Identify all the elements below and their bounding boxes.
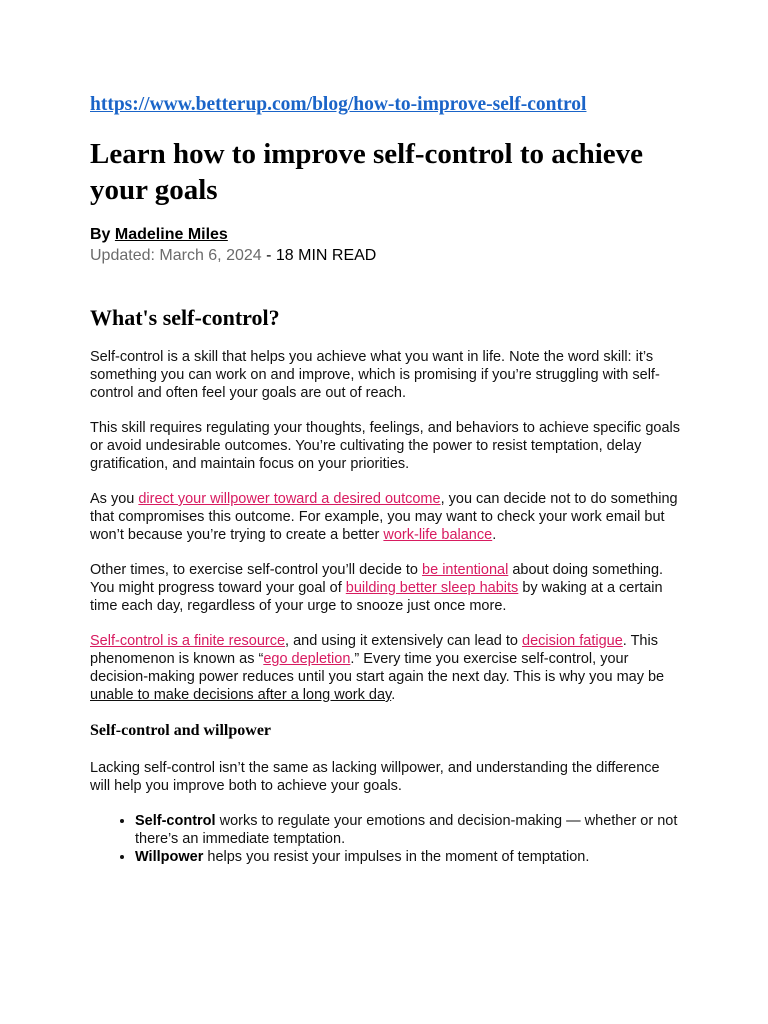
meta-separator: - (261, 247, 276, 264)
list-item-term: Self-control (135, 813, 216, 829)
paragraph-3-text-3: . (492, 527, 497, 543)
link-better-sleep-habits[interactable]: building better sleep habits (345, 580, 519, 596)
paragraph-5-text-3: .” Every time you exercise self-control, your decision-making power reduces until you start again the next day. This is why you may be (90, 651, 665, 685)
list-item (135, 848, 682, 866)
list-item-term: Willpower (135, 849, 204, 865)
link-work-life-balance[interactable]: work-life balance (383, 527, 493, 543)
link-be-intentional[interactable]: be intentional (422, 562, 509, 578)
list-item-text: works to regulate your emotions and decision-making — whether or not there’s an immediate temptation. (135, 813, 678, 847)
list-item (135, 812, 682, 848)
read-time: 18 MIN READ (275, 247, 377, 264)
paragraph-3-text-1: As you (90, 491, 139, 507)
paragraph-5-text-4: . (391, 687, 396, 703)
byline (90, 224, 682, 245)
link-unable-to-make-decisions[interactable]: unable to make decisions after a long work day (90, 687, 392, 703)
updated-date: Updated: March 6, 2024 (90, 247, 262, 264)
link-decision-fatigue[interactable]: decision fatigue (522, 633, 623, 649)
paragraph-3 (90, 490, 682, 544)
list-item-text: helps you resist your impulses in the moment of temptation. (203, 849, 590, 865)
author-link[interactable]: Madeline Miles (114, 226, 228, 243)
paragraph-4-text-2: about doing something. You might progress toward your goal of (90, 562, 664, 596)
link-ego-depletion[interactable]: ego depletion (263, 651, 351, 667)
article (90, 92, 682, 866)
section-heading-self-control: What's self-control? (90, 305, 280, 330)
bullet-list (90, 812, 682, 866)
link-finite-resource[interactable]: Self-control is a finite resource (90, 633, 286, 649)
paragraph-1: Self-control is a skill that helps you achieve what you want in life. Note the word skill: it’s something you can work on and improve, which is promising if you’re struggling with self-control and often feel your goals are out of reach. (90, 349, 660, 401)
source-url-link[interactable]: https://www.betterup.com/blog/how-to-improve-self-control (90, 94, 587, 115)
link-direct-willpower[interactable]: direct your willpower toward a desired outcome (138, 491, 441, 507)
paragraph-2: This skill requires regulating your thoughts, feelings, and behaviors to achieve specific goals or avoid undesirable outcomes. You’re cultivating the power to resist temptation, delay gratification, and maintain focus on your priorities. (90, 420, 680, 472)
paragraph-4-text-3: by waking at a certain time each day, regardless of your urge to snooze just once more. (90, 580, 663, 614)
article-meta (90, 245, 682, 266)
byline-prefix: By (90, 226, 111, 243)
paragraph-5-text-1: , and using it extensively can lead to (285, 633, 523, 649)
paragraph-4 (90, 561, 682, 615)
paragraph-5-text-2: . This phenomenon is known as “ (90, 633, 658, 667)
paragraph-5 (90, 632, 682, 704)
subheading-self-control-willpower: Self-control and willpower (90, 722, 272, 739)
article-title: Learn how to improve self-control to achieve your goals (90, 138, 644, 206)
paragraph-4-text-1: Other times, to exercise self-control you’ll decide to (90, 562, 423, 578)
paragraph-6: Lacking self-control isn’t the same as lacking willpower, and understanding the difference will help you improve both to achieve your goals. (90, 760, 660, 794)
paragraph-3-text-2: , you can decide not to do something that compromises this outcome. For example, you may want to check your work email but won’t because you’re trying to create a better (90, 491, 678, 543)
